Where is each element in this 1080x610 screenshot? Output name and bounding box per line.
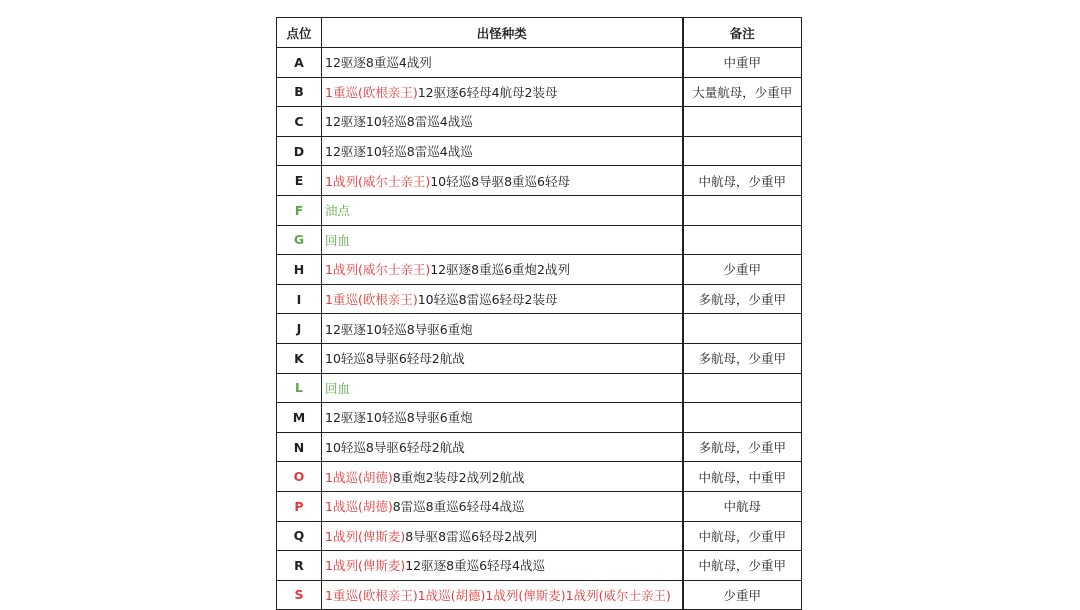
note-cell: 中重甲 [683,48,802,78]
note-cell: 少重甲 [683,255,802,285]
table-row [277,580,802,610]
note-cell [683,373,802,403]
note-cell [683,225,802,255]
point-cell: P [277,491,322,521]
point-cell: J [277,314,322,344]
point-cell: N [277,432,322,462]
spawn-cell [322,343,683,373]
spawn-boss-text: 1战列(俾斯麦) [325,558,406,574]
point-cell: Q [277,521,322,551]
point-cell: B [277,77,322,107]
spawn-boss-text: 1战列(俾斯麦) [325,528,406,544]
note-cell: 中航母，中重甲 [683,462,802,492]
spawn-special-text: 油点 [325,203,351,219]
point-cell: O [277,462,322,492]
point-cell: R [277,551,322,581]
table-row [277,432,802,462]
spawn-cell [322,195,683,225]
header-point: 点位 [277,18,322,48]
spawn-text: 12驱逐10轻巡8导驱6重炮 [325,410,473,426]
spawn-text: 12驱逐10轻巡8雷巡4战巡 [325,144,473,160]
table-row [277,403,802,433]
point-cell: I [277,284,322,314]
point-cell: C [277,107,322,137]
table-row [277,107,802,137]
spawn-text: 8雷巡8重巡6轻母4战巡 [392,499,525,515]
spawn-cell [322,432,683,462]
note-cell [683,136,802,166]
spawn-text: 10轻巡8导驱6轻母2航战 [325,440,465,456]
table-row [277,373,802,403]
table-row [277,195,802,225]
spawn-cell [322,48,683,78]
spawn-cell [322,166,683,196]
note-cell [683,403,802,433]
note-cell [683,314,802,344]
spawn-text: 12驱逐8重巡6轻母4战巡 [405,558,545,574]
table-row [277,136,802,166]
table-row [277,77,802,107]
table-row [277,255,802,285]
note-cell: 多航母，少重甲 [683,432,802,462]
table-row [277,521,802,551]
spawn-text: 10轻巡8导驱8重巡6轻母 [430,173,570,189]
note-cell: 大量航母，少重甲 [683,77,802,107]
spawn-cell [322,107,683,137]
spawn-text: 12驱逐10轻巡8雷巡4战巡 [325,114,473,130]
point-cell: M [277,403,322,433]
spawn-cell [322,314,683,344]
point-cell: G [277,225,322,255]
spawn-boss-text: 1战列(威尔士亲王) [325,262,431,278]
point-cell: F [277,195,322,225]
spawn-special-text: 回血 [325,380,351,396]
table-row [277,225,802,255]
spawn-cell [322,225,683,255]
note-cell: 多航母，少重甲 [683,284,802,314]
note-cell: 中航母 [683,491,802,521]
spawn-table [276,17,802,610]
spawn-text: 10轻巡8雷巡6轻母2装母 [417,292,558,308]
point-cell: E [277,166,322,196]
note-cell: 多航母，少重甲 [683,343,802,373]
spawn-cell [322,136,683,166]
table-row [277,314,802,344]
spawn-text: 12驱逐6轻母4航母2装母 [417,84,558,100]
spawn-text: 12驱逐8重巡4战列 [325,55,432,71]
spawn-boss-text: 1战巡(胡德) [325,499,393,515]
point-cell: H [277,255,322,285]
spawn-boss-text: 1重巡(欧根亲王)1战巡(胡德)1战列(俾斯麦)1战列(威尔士亲王) [325,587,671,603]
point-cell: D [277,136,322,166]
spawn-boss-text: 1战列(威尔士亲王) [325,173,431,189]
table-row [277,491,802,521]
spawn-cell [322,580,683,610]
table-row [277,462,802,492]
spawn-text: 10轻巡8导驱6轻母2航战 [325,351,465,367]
spawn-text: 12驱逐10轻巡8导驱6重炮 [325,321,473,337]
table-row [277,551,802,581]
spawn-text: 12驱逐8重巡6重炮2战列 [430,262,570,278]
point-cell: L [277,373,322,403]
spawn-cell [322,255,683,285]
spawn-text: 8重炮2装母2战列2航战 [392,469,525,485]
spawn-cell [322,373,683,403]
spawn-boss-text: 1战巡(胡德) [325,469,393,485]
header-spawn: 出怪种类 [322,18,683,48]
spawn-cell [322,491,683,521]
spawn-cell [322,551,683,581]
table-row [277,343,802,373]
header-row [277,18,802,48]
spawn-boss-text: 1重巡(欧根亲王) [325,84,418,100]
note-cell: 中航母，少重甲 [683,166,802,196]
note-cell [683,107,802,137]
table-row [277,48,802,78]
point-cell: K [277,343,322,373]
spawn-boss-text: 1重巡(欧根亲王) [325,292,418,308]
spawn-special-text: 回血 [325,232,351,248]
point-cell: A [277,48,322,78]
header-note: 备注 [683,18,802,48]
note-cell: 中航母，少重甲 [683,551,802,581]
note-cell [683,195,802,225]
spawn-cell [322,521,683,551]
note-cell: 少重甲 [683,580,802,610]
spawn-cell [322,77,683,107]
spawn-cell [322,284,683,314]
spawn-cell [322,403,683,433]
spawn-cell [322,462,683,492]
note-cell: 中航母，少重甲 [683,521,802,551]
table-row [277,166,802,196]
point-cell: S [277,580,322,610]
table-body [277,48,802,610]
table-row [277,284,802,314]
spawn-text: 8导驱8雷巡6轻母2战列 [405,528,538,544]
